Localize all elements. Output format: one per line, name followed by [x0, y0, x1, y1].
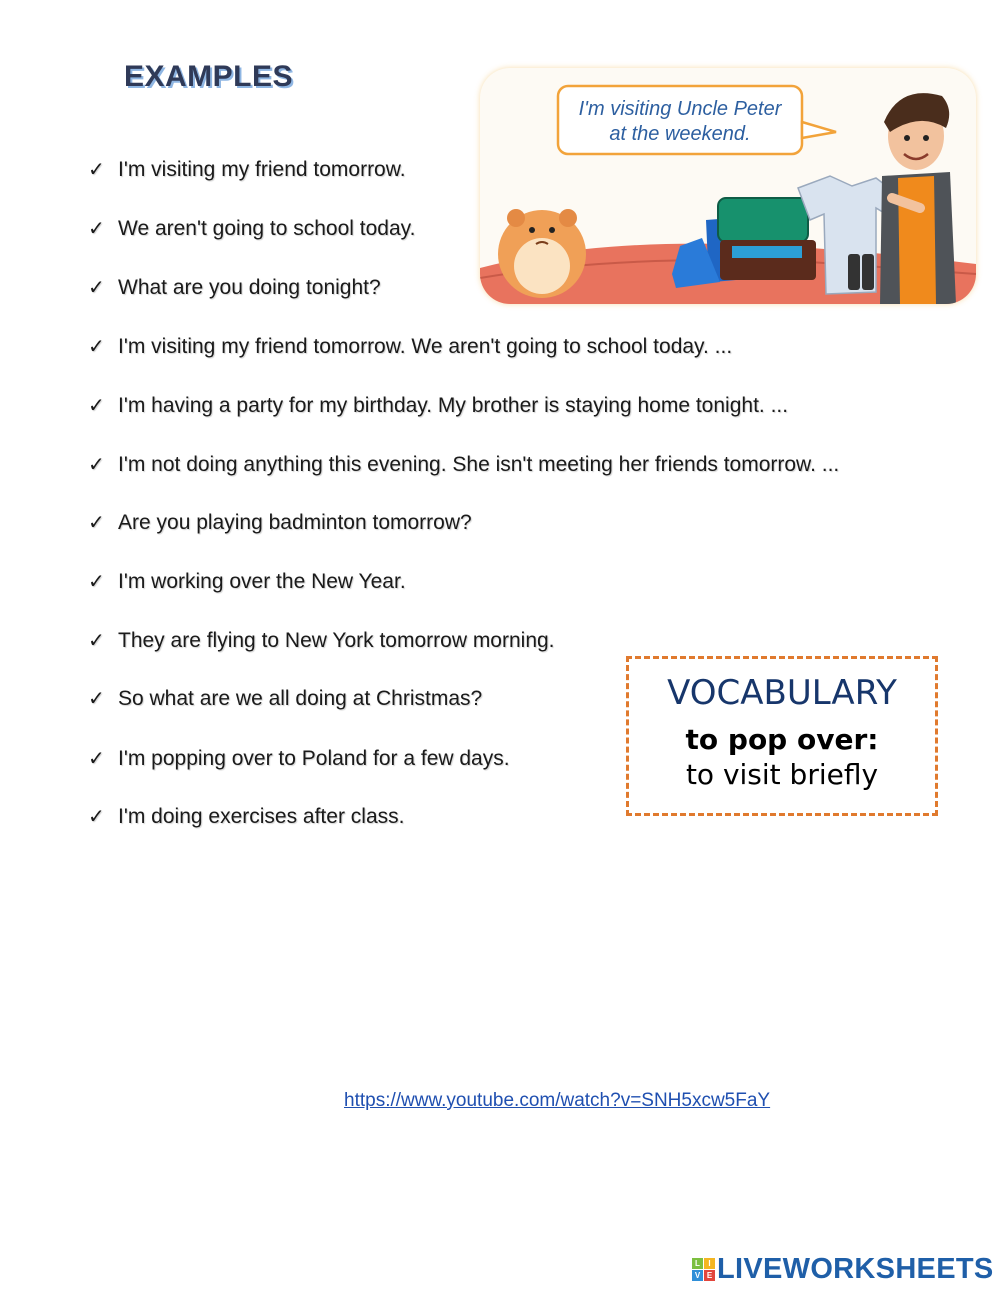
check-icon: ✓ — [88, 336, 105, 358]
list-item — [88, 156, 406, 184]
check-icon: ✓ — [88, 688, 105, 710]
example-text: I'm visiting my friend tomorrow. — [118, 158, 406, 181]
check-icon: ✓ — [88, 218, 105, 240]
example-text: I'm having a party for my birthday. My brother is staying home tonight. ... — [118, 394, 789, 417]
check-icon: ✓ — [88, 748, 105, 770]
logo-letter: V — [692, 1270, 703, 1281]
list-item — [88, 745, 510, 773]
example-text: I'm visiting my friend tomorrow. We aren't going to school today. ... — [118, 335, 733, 358]
logo-letter: I — [704, 1258, 715, 1269]
logo-letter: E — [704, 1270, 715, 1281]
hamster-figure — [498, 209, 586, 298]
check-icon: ✓ — [88, 512, 105, 534]
check-icon: ✓ — [88, 630, 105, 652]
check-icon: ✓ — [88, 277, 105, 299]
vocabulary-title: VOCABULARY — [667, 673, 897, 713]
illustration-scene — [480, 68, 976, 304]
list-item — [88, 509, 472, 537]
logo-letter: L — [692, 1258, 703, 1269]
check-icon: ✓ — [88, 159, 105, 181]
list-item — [88, 568, 406, 596]
check-icon: ✓ — [88, 395, 105, 417]
check-icon: ✓ — [88, 571, 105, 593]
illustration — [480, 68, 976, 304]
example-text: We aren't going to school today. — [118, 217, 416, 240]
list-item — [88, 627, 555, 655]
boy-figure — [880, 93, 956, 304]
example-text: I'm not doing anything this evening. She isn't meeting her friends tomorrow. ... — [118, 453, 840, 476]
list-item — [88, 215, 415, 243]
video-link[interactable]: https://www.youtube.com/watch?v=SNH5xcw5FaY — [344, 1090, 771, 1111]
list-item — [88, 392, 788, 420]
list-item — [88, 333, 732, 361]
suitcase-figure — [718, 198, 816, 280]
list-item — [88, 451, 839, 479]
vocabulary-box — [626, 656, 938, 816]
example-text: I'm doing exercises after class. — [118, 805, 405, 828]
vocabulary-term: to pop over: — [685, 723, 879, 756]
list-item — [88, 274, 381, 302]
example-text: So what are we all doing at Christmas? — [118, 687, 483, 710]
speech-line-2: at the weekend. — [609, 123, 751, 145]
example-text: What are you doing tonight? — [118, 276, 381, 299]
list-item — [88, 685, 482, 713]
example-text: I'm popping over to Poland for a few days. — [118, 747, 510, 770]
example-text: They are flying to New York tomorrow morning. — [118, 629, 555, 652]
brand-name: LIVEWORKSHEETS — [717, 1252, 994, 1285]
list-item — [88, 803, 404, 831]
speech-line-1: I'm visiting Uncle Peter — [578, 98, 782, 120]
page-title: EXAMPLES — [124, 60, 294, 93]
liveworksheets-logo — [692, 1254, 994, 1284]
example-text: I'm working over the New Year. — [118, 570, 406, 593]
check-icon: ✓ — [88, 806, 105, 828]
vocabulary-definition: to visit briefly — [685, 758, 879, 791]
logo-mark-icon — [692, 1258, 715, 1281]
check-icon: ✓ — [88, 454, 105, 476]
speech-bubble-tail — [802, 122, 836, 138]
example-text: Are you playing badminton tomorrow? — [118, 511, 472, 534]
